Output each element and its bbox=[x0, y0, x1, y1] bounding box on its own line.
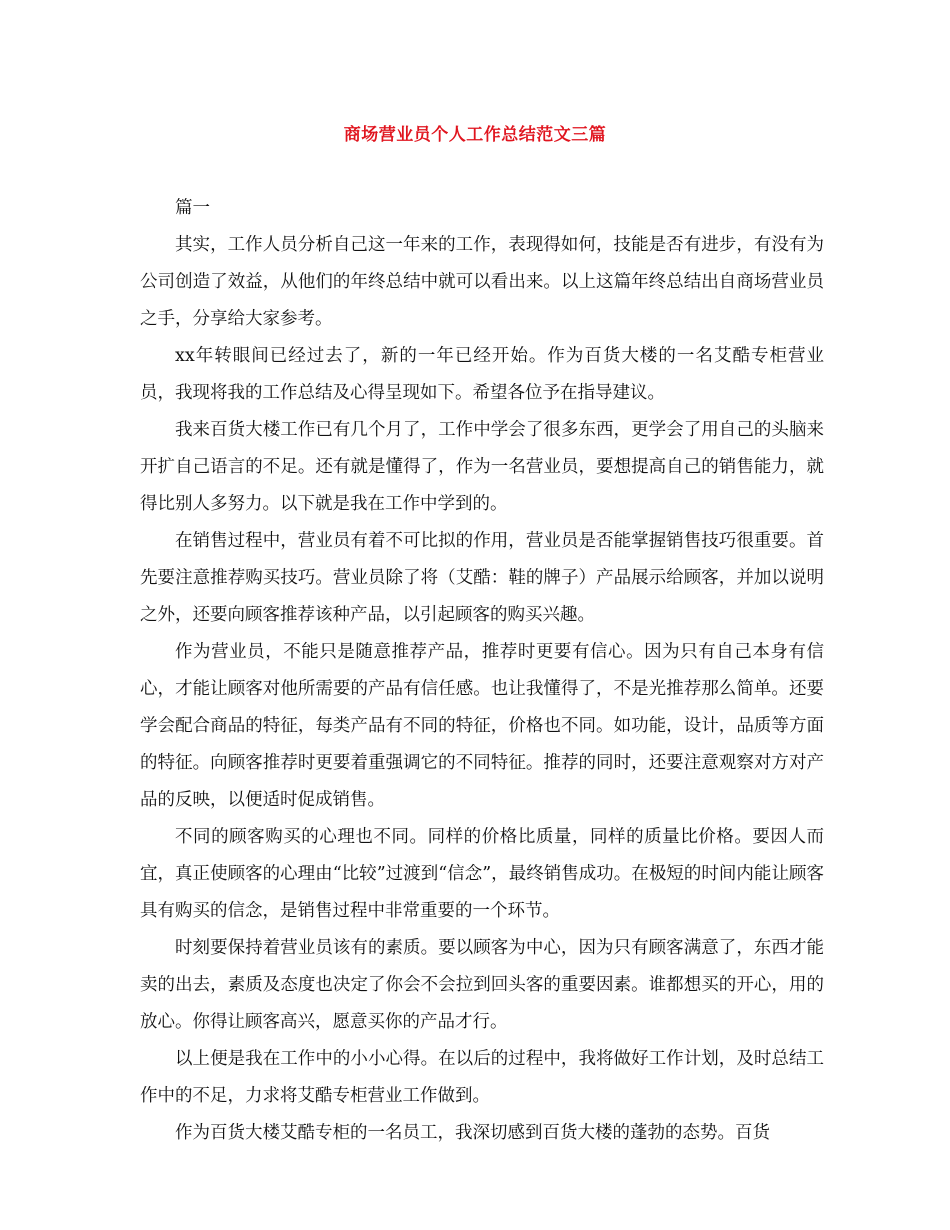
document-title: 商场营业员个人工作总结范文三篇 bbox=[343, 125, 607, 145]
paragraph-learning: 我来百货大楼工作已有几个月了，工作中学会了很多东西，更学会了用自己的头脑来开扩自己语言的不足。还有就是懂得了，作为一名营业员，要想提高自己的销售能力，就得比别人多努力。以下就是我在工作中学到的。 bbox=[140, 420, 824, 514]
paragraph-sales-skills: 在销售过程中，营业员有着不可比拟的作用，营业员是否能掌握销售技巧很重要。首先要注意推荐购买技巧。营业员除了将（艾酷：鞋的牌子）产品展示给顾客，并加以说明之外，还要向顾客推荐该种产品，以引起顾客的购买兴趣。 bbox=[140, 531, 824, 625]
paragraph-intro: 其实，工作人员分析自己这一年来的工作，表现得如何，技能是否有进步，有没有为公司创造了效益，从他们的年终总结中就可以看出来。以上这篇年终总结出自商场营业员之手，分享给大家参考。 bbox=[140, 235, 824, 329]
section-heading: 篇一 bbox=[175, 198, 210, 218]
paragraph-continued: 作为百货大楼艾酷专柜的一名员工，我深切感到百货大楼的蓬勃的态势。百货 bbox=[175, 1123, 770, 1143]
paragraph-opening: xx年转眼间已经过去了，新的一年已经开始。作为百货大楼的一名艾酷专柜营业员，我现将我的工作总结及心得呈现如下。希望各位予在指导建议。 bbox=[140, 346, 824, 403]
paragraph-quality: 时刻要保持着营业员该有的素质。要以顾客为中心，因为只有顾客满意了，东西才能卖的出去，素质及态度也决定了你会不会拉到回头客的重要因素。谁都想买的开心，用的放心。你得让顾客高兴，愿意买你的产品才行。 bbox=[140, 938, 824, 1032]
document-body bbox=[140, 190, 824, 1152]
paragraph-confidence: 作为营业员，不能只是随意推荐产品，推荐时更要有信心。因为只有自己本身有信心，才能让顾客对他所需要的产品有信任感。也让我懂得了，不是光推荐那么简单。还要学会配合商品的特征，每类产品有不同的特征，价格也不同。如功能，设计，品质等方面的特征。向顾客推荐时更要着重强调它的不同特征。推荐的同时，还要注意观察对方对产品的反映，以便适时促成销售。 bbox=[140, 642, 824, 810]
paragraph-customer-psychology: 不同的顾客购买的心理也不同。同样的价格比质量，同样的质量比价格。要因人而宜，真正使顾客的心理由“比较”过渡到“信念”，最终销售成功。在极短的时间内能让顾客具有购买的信念，是销售过程中非常重要的一个环节。 bbox=[140, 827, 824, 921]
paragraph-summary: 以上便是我在工作中的小小心得。在以后的过程中，我将做好工作计划，及时总结工作中的不足，力求将艾酷专柜营业工作做到。 bbox=[140, 1049, 824, 1106]
